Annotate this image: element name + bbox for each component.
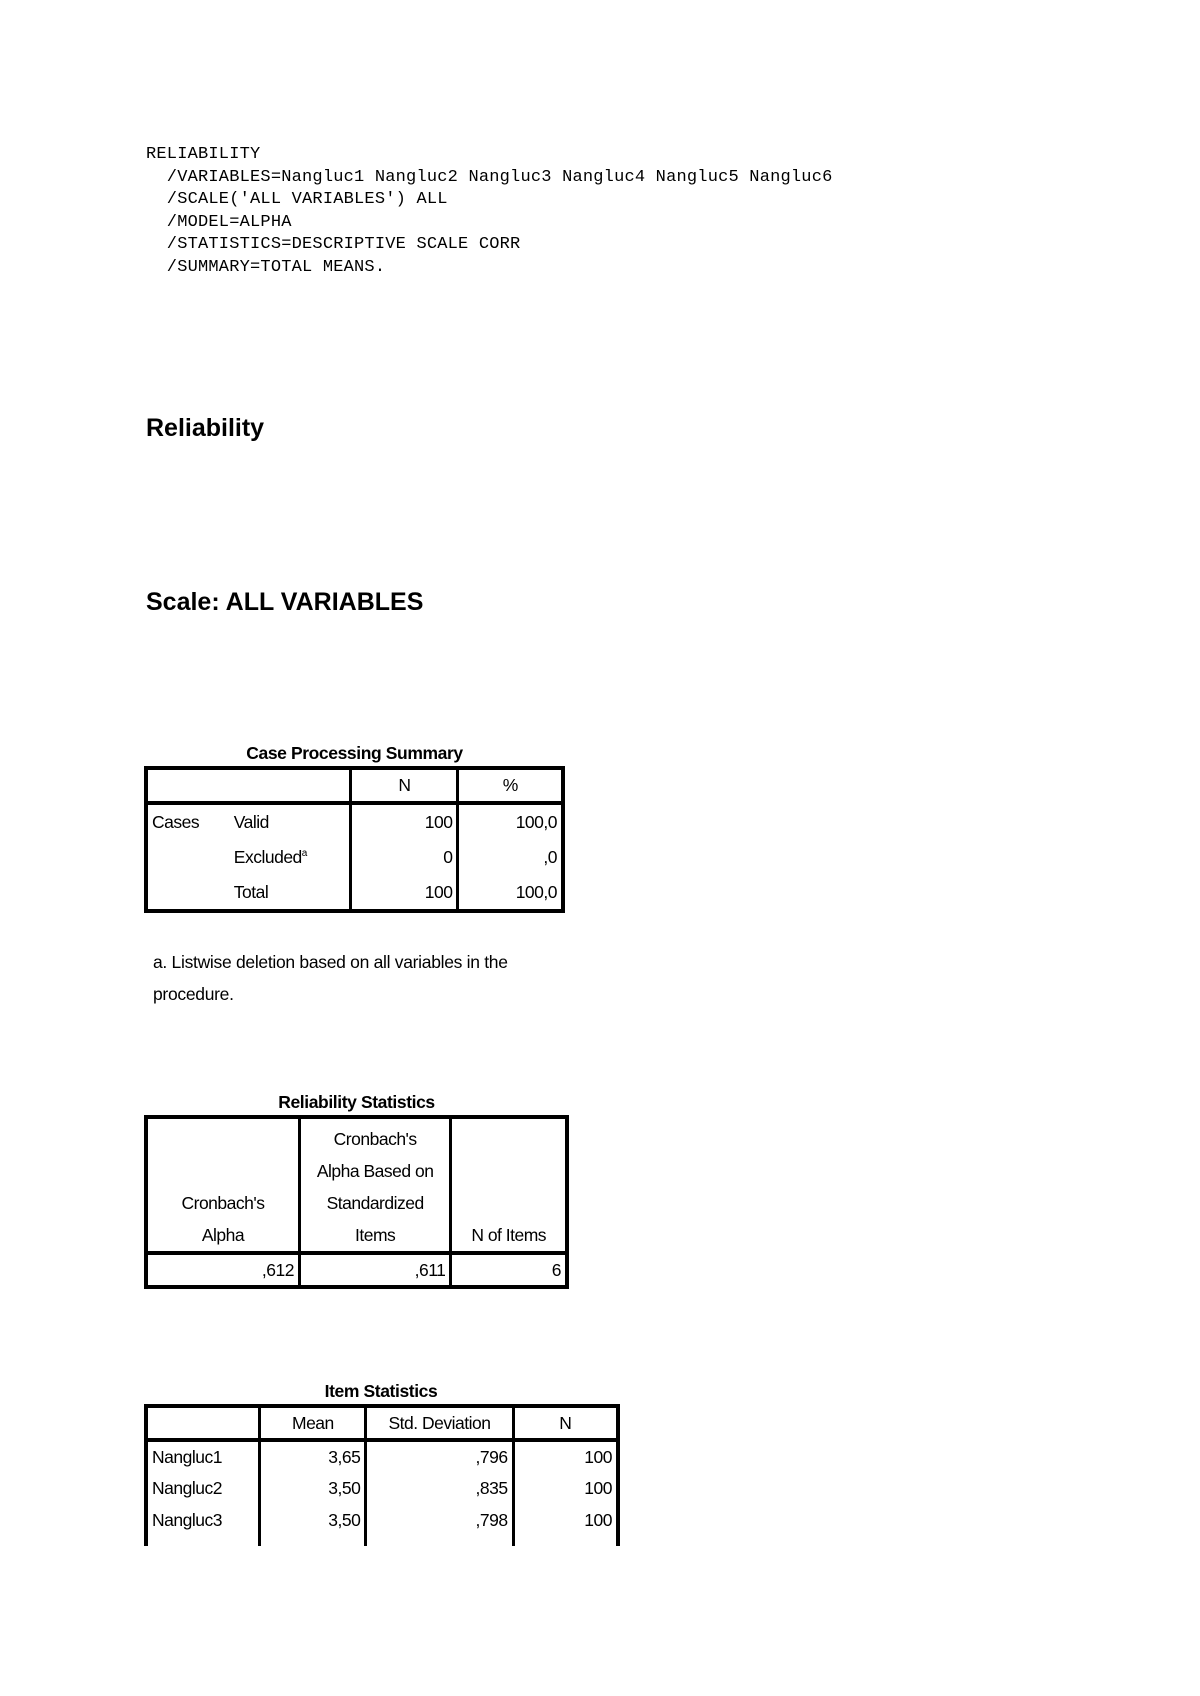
cell-mean: 3,65 xyxy=(260,1440,366,1472)
case-processing-title: Case Processing Summary xyxy=(246,743,463,763)
cell-sd: ,798 xyxy=(366,1504,513,1536)
row-label: Nangluc1 xyxy=(152,1446,222,1467)
case-processing-footnote: a. Listwise deletion based on all variables in the procedure. xyxy=(153,952,508,1004)
cell-sd: ,835 xyxy=(366,1472,513,1504)
header-alpha-std: Cronbach's Alpha Based on Standardized Items xyxy=(299,1117,450,1253)
cell-mean: 3,50 xyxy=(260,1504,366,1536)
cell-alpha: ,612 xyxy=(261,1259,294,1280)
header-sd: Std. Deviation xyxy=(366,1406,513,1440)
syntax-line: /VARIABLES=Nangluc1 Nangluc2 Nangluc3 Nangluc4 Nangluc5 Nangluc6 xyxy=(146,167,833,187)
row-label: Valid xyxy=(233,811,269,832)
row-label-text: Excluded xyxy=(233,846,302,867)
header-alpha: Cronbach's Alpha xyxy=(181,1193,265,1245)
table-header-row xyxy=(146,1406,618,1440)
syntax-line: /SUMMARY=TOTAL MEANS. xyxy=(146,257,386,277)
header-pct: % xyxy=(458,768,563,803)
cell-pct: 100,0 xyxy=(458,875,563,911)
row-label: Nangluc2 xyxy=(152,1477,222,1498)
table-row xyxy=(146,1504,618,1536)
cell-pct: ,0 xyxy=(458,839,563,875)
reliability-statistics-title: Reliability Statistics xyxy=(278,1092,435,1112)
group-label: Cases xyxy=(152,811,200,832)
syntax-line: /MODEL=ALPHA xyxy=(146,212,292,232)
row-label xyxy=(230,839,351,875)
row-label: Total xyxy=(233,881,269,902)
table-row xyxy=(146,875,563,911)
reliability-heading: Reliability xyxy=(146,414,265,442)
syntax-line: /STATISTICS=DESCRIPTIVE SCALE CORR xyxy=(146,235,521,255)
table-row xyxy=(146,1472,618,1504)
cell-n: 100 xyxy=(513,1472,618,1504)
cell-pct: 100,0 xyxy=(458,803,563,839)
footnote-marker: a xyxy=(301,847,307,859)
cell-alpha-std: ,611 xyxy=(299,1253,450,1287)
cell-sd: ,796 xyxy=(366,1440,513,1472)
cell-n: 100 xyxy=(513,1440,618,1472)
cell-n: 0 xyxy=(351,839,458,875)
header-n-items: N of Items xyxy=(451,1117,567,1253)
table-row xyxy=(146,1536,618,1546)
item-statistics-title: Item Statistics xyxy=(324,1381,438,1401)
table-row xyxy=(146,1440,618,1472)
table-row xyxy=(146,803,563,839)
syntax-line: RELIABILITY xyxy=(146,145,261,164)
syntax-line: /SCALE('ALL VARIABLES') ALL xyxy=(146,190,448,210)
cell-n: 100 xyxy=(513,1504,618,1536)
table-header-row xyxy=(146,768,563,803)
cell-n-items: 6 xyxy=(451,1253,567,1287)
header-blank-cell xyxy=(146,1406,260,1440)
scale-heading: Scale: ALL VARIABLES xyxy=(146,588,424,616)
table-row xyxy=(146,1253,567,1287)
header-blank-cell xyxy=(146,768,351,803)
row-label: Nangluc3 xyxy=(152,1509,222,1530)
item-statistics-clip xyxy=(144,1404,620,1546)
cell-n: 100 xyxy=(351,803,458,839)
cell-mean: 3,50 xyxy=(260,1472,366,1504)
case-processing-table xyxy=(144,766,565,913)
cell-n: 100 xyxy=(351,875,458,911)
item-statistics-table xyxy=(144,1404,620,1546)
header-mean: Mean xyxy=(260,1406,366,1440)
syntax-block xyxy=(146,144,833,280)
header-n: N xyxy=(513,1406,618,1440)
table-row xyxy=(146,839,563,875)
table-header-row xyxy=(146,1117,567,1253)
reliability-statistics-table xyxy=(144,1115,569,1289)
header-n: N xyxy=(351,768,458,803)
